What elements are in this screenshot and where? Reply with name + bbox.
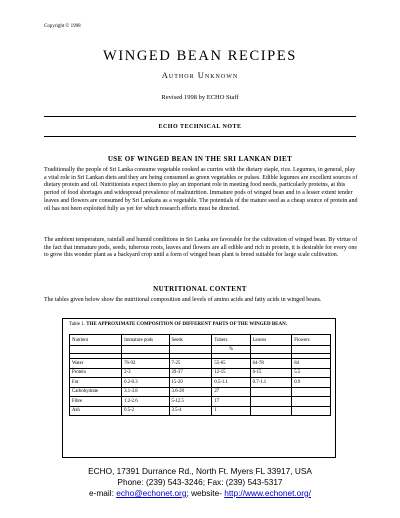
website-label: ; website- xyxy=(186,488,225,498)
unit-row xyxy=(70,346,331,354)
section-heading-sri-lanka: USE OF WINGED BEAN IN THE SRI LANKAN DIET xyxy=(107,155,293,163)
table-cell: 2-3 xyxy=(122,368,169,378)
table-cell xyxy=(250,346,292,354)
table-cell xyxy=(70,346,122,354)
table-row xyxy=(70,368,331,378)
table-cell: 1 xyxy=(212,406,250,416)
table-cell: Protein xyxy=(70,368,122,378)
table-label: Table 1. xyxy=(69,322,86,327)
table-cell: 1.2-2.6 xyxy=(122,397,169,407)
table-cell: 6-15 xyxy=(250,368,292,378)
table-cell: 55-65 xyxy=(212,359,250,369)
composition-table-box xyxy=(62,318,336,458)
table-title: THE APPROXIMATE COMPOSITION OF DIFFERENT PARTS OF THE WINGED BEAN. xyxy=(86,322,287,327)
email-link[interactable]: echo@echonet.org xyxy=(116,488,187,498)
section-heading-nutrition: NUTRITIONAL CONTENT xyxy=(153,285,247,293)
table-cell: Carbohydrate xyxy=(70,387,122,397)
table-cell: Ash xyxy=(70,406,122,416)
header-cell: Flowers xyxy=(292,335,331,346)
table-row xyxy=(70,387,331,397)
composition-table xyxy=(69,334,331,416)
header-cell: Immature pods xyxy=(122,335,169,346)
table-cell xyxy=(169,346,212,354)
table-row xyxy=(70,406,331,416)
header-cell: Tubers xyxy=(212,335,250,346)
table-cell: Fibre xyxy=(70,397,122,407)
table-cell: 12-15 xyxy=(212,368,250,378)
table-caption xyxy=(69,322,287,327)
author-line: Author Unknown xyxy=(161,70,239,80)
table-cell: 7-25 xyxy=(169,359,212,369)
footer-phone: Phone: (239) 543-3246; Fax: (239) 543-5317 xyxy=(117,477,283,487)
header-cell: Leaves xyxy=(250,335,292,346)
table-cell: 3.1-3.8 xyxy=(122,387,169,397)
table-cell: 17 xyxy=(212,397,250,407)
table-cell: 29-37 xyxy=(169,368,212,378)
paragraph-diet: Traditionally the people of Sri Lanka consume vegetable cooked as curries with the dietary staple, rice. Legumes, in general, play a vital role in Sri Lankan diets and they are being consumed as green vegetables or pulses. Edible legumes are excellent sources of dietary protein and oil. Nutritionists expect them to play an important role in meeting food needs, particularly proteins, at this period of food shortages and widespread prevalence of malnutrition. Immature pods of winged bean and to a lesser extent tender leaves and flowers are consumed by Sri Lankans as a vegetable. The potentials of the mature seed as a cheap source of protein and oil has not been exploited fully as yet for which research efforts must be directed. xyxy=(44,167,358,212)
table-cell: 27 xyxy=(212,387,250,397)
header-cell: Seeds xyxy=(169,335,212,346)
table-row xyxy=(70,378,331,388)
table-cell: 84 xyxy=(292,359,331,369)
divider-bottom xyxy=(44,136,356,137)
email-label: e-mail: xyxy=(89,488,117,498)
table-cell: 0.2-0.3 xyxy=(122,378,169,388)
table-cell xyxy=(250,387,292,397)
table-cell: 5-12.5 xyxy=(169,397,212,407)
unit-cell: % xyxy=(212,346,250,354)
table-cell: 0.5-1.1 xyxy=(212,378,250,388)
table-cell: 76-92 xyxy=(122,359,169,369)
table-cell xyxy=(292,397,331,407)
document-title: WINGED BEAN RECIPES xyxy=(103,48,297,64)
table-row xyxy=(70,359,331,369)
table-cell: Water xyxy=(70,359,122,369)
table-cell: 3.6-28 xyxy=(169,387,212,397)
table-cell: 0.7-1.1 xyxy=(250,378,292,388)
table-cell xyxy=(250,406,292,416)
table-cell xyxy=(122,346,169,354)
table-cell: 15-20 xyxy=(169,378,212,388)
footer-address: ECHO, 17391 Durrance Rd., North Ft. Myers FL 33917, USA xyxy=(88,466,312,476)
paragraph-cultivation: The ambient temperature, rainfall and humid conditions in Sri Lanka are favorable for the cultivation of winged bean. By virtue of the fact that immature pods, seeds, tuberous roots, leaves and flowers are all edible and rich in protein, it is desirable for every one to grow this wonder plant as a backyard crop until a form of winged bean plant is breed suitable for large scale cultivation. xyxy=(44,237,358,259)
table-cell xyxy=(292,346,331,354)
table-cell: 64-78 xyxy=(250,359,292,369)
table-cell: Fat xyxy=(70,378,122,388)
footer-contact xyxy=(0,488,400,498)
table-cell xyxy=(250,397,292,407)
table-header-row xyxy=(70,335,331,346)
table-cell xyxy=(292,406,331,416)
table-cell xyxy=(292,387,331,397)
header-cell: Nutrient xyxy=(70,335,122,346)
table-cell: 5.5 xyxy=(292,368,331,378)
revised-line: Revised 1998 by ECHO Staff xyxy=(161,94,239,101)
divider-top xyxy=(44,116,356,117)
website-link[interactable]: http://www.echonet.org/ xyxy=(224,488,311,498)
copyright-notice: Copyright © 1998 xyxy=(44,24,81,29)
table-cell: 0.5-2 xyxy=(122,406,169,416)
table-cell: 0.9 xyxy=(292,378,331,388)
table-cell: 3.5-4 xyxy=(169,406,212,416)
table-row xyxy=(70,397,331,407)
technical-note-label: ECHO TECHNICAL NOTE xyxy=(158,124,242,130)
paragraph-nutrition-intro: The tables given below show the nutritional composition and levels of amino acids and fatty acids in winged beans. xyxy=(44,297,322,303)
